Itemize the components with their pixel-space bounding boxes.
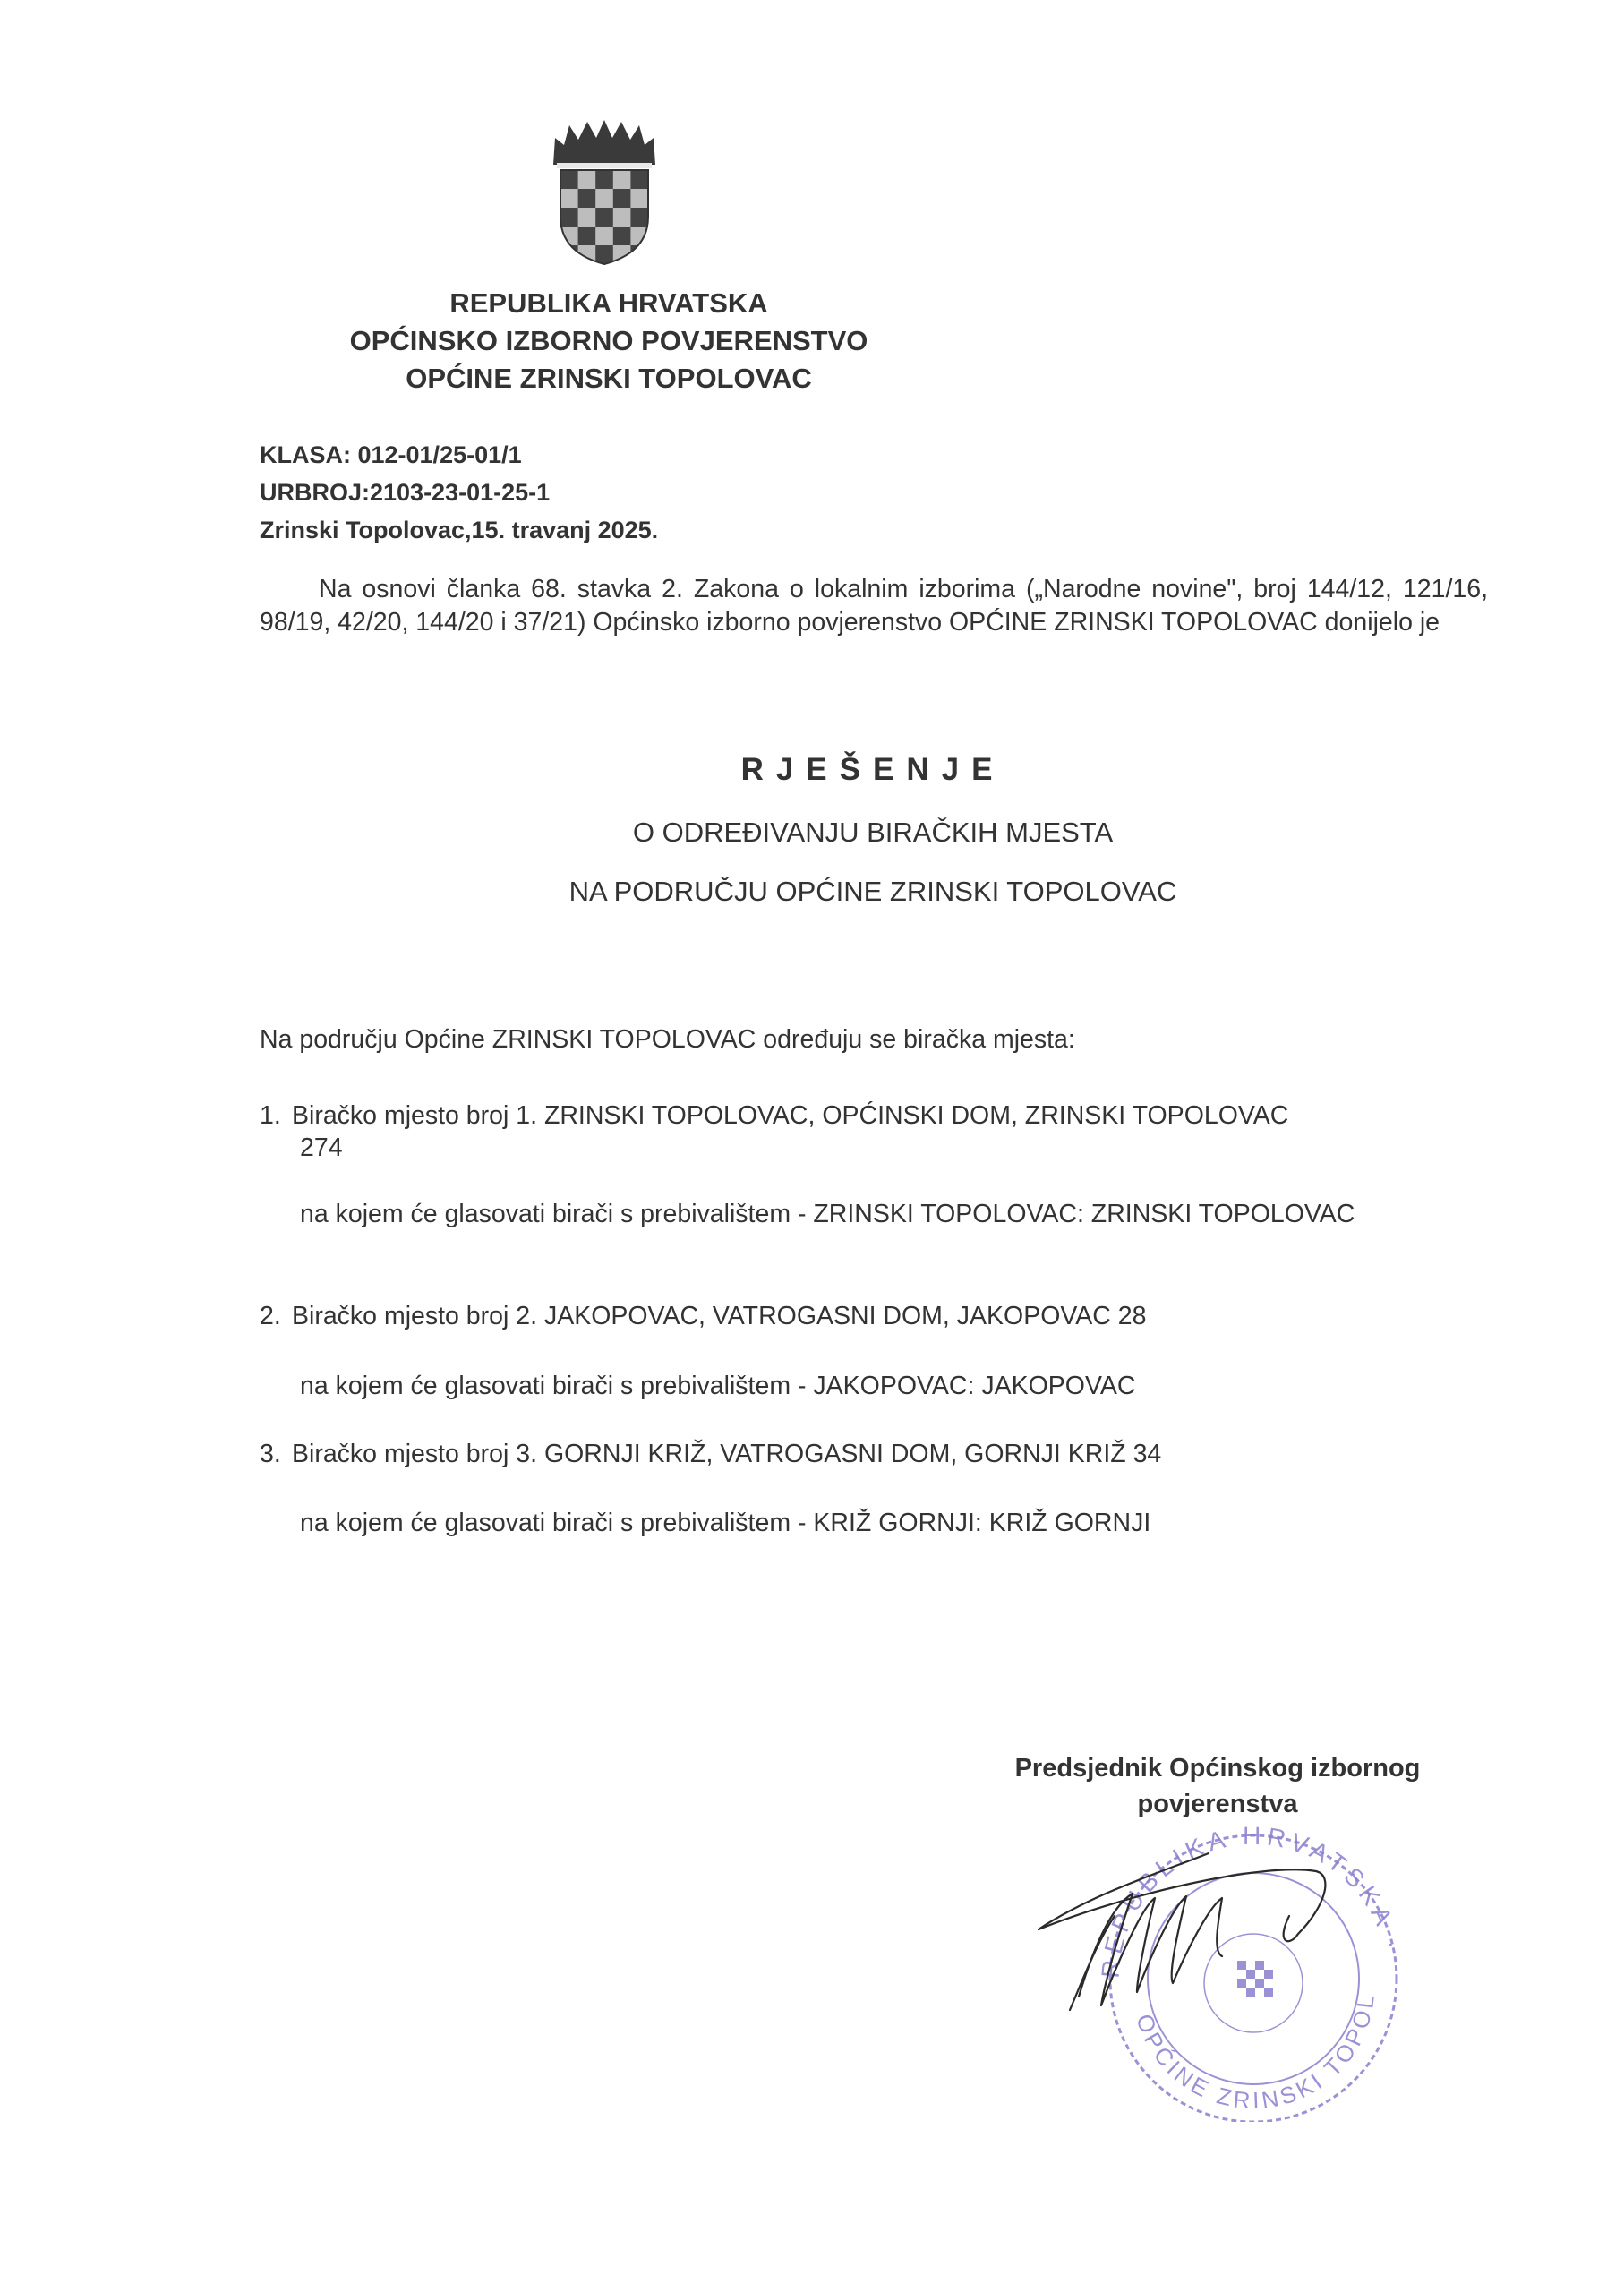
item-text: Biračko mjesto broj 3. GORNJI KRIŽ, VATROGASNI DOM, GORNJI KRIŽ 34	[292, 1440, 1162, 1468]
item-text: Biračko mjesto broj 2. JAKOPOVAC, VATROGASNI DOM, JAKOPOVAC 28	[292, 1302, 1147, 1330]
item-text-continuation: 274	[300, 1133, 343, 1162]
decision-title: RJEŠENJE	[740, 752, 1005, 787]
item-text: Biračko mjesto broj 1. ZRINSKI TOPOLOVAC, OPĆINSKI DOM, ZRINSKI TOPOLOVAC	[292, 1101, 1289, 1130]
signatory-title-line1: Predsjednik Općinskog izbornog	[1014, 1754, 1421, 1783]
item-number: 2.	[260, 1302, 281, 1330]
header-line-body: OPĆINSKO IZBORNO POVJERENSTVO	[349, 325, 868, 356]
item-number: 3.	[260, 1440, 281, 1468]
stamp-outer-text: REPUBLIKA HRVATSKA ·	[1096, 1821, 1408, 1980]
official-stamp-icon	[1030, 1800, 1415, 2122]
klasa: KLASA: 012-01/25-01/1	[260, 441, 522, 468]
decision-subtitle-line1: O ODREĐIVANJU BIRAČKIH MJESTA	[632, 817, 1114, 848]
document-meta	[260, 436, 658, 549]
institution-header	[251, 285, 967, 398]
polling-place-item	[260, 1099, 1488, 1164]
header-line-municipality: OPĆINE ZRINSKI TOPOLOVAC	[406, 363, 812, 394]
coat-of-arms-icon	[548, 118, 661, 266]
polling-place-item	[260, 1300, 1488, 1332]
polling-place-item	[260, 1438, 1488, 1470]
polling-place-voters: na kojem će glasovati birači s prebivalištem - JAKOPOVAC: JAKOPOVAC	[300, 1372, 1136, 1400]
stamp-inner-text: OPĆINE ZRINSKI TOPOL	[1131, 1990, 1380, 2115]
header-line-country: REPUBLIKA HRVATSKA	[449, 287, 768, 319]
list-intro: Na području Općine ZRINSKI TOPOLOVAC određuju se biračka mjesta:	[260, 1025, 1075, 1054]
preamble-paragraph	[260, 573, 1488, 639]
item-number: 1.	[260, 1101, 281, 1130]
signatory-title-line2: povjerenstva	[1137, 1790, 1298, 1818]
decision-subtitle-line2: NA PODRUČJU OPĆINE ZRINSKI TOPOLOVAC	[568, 876, 1177, 907]
place-date: Zrinski Topolovac,15. travanj 2025.	[260, 517, 659, 543]
polling-place-voters: na kojem će glasovati birači s prebivalištem - KRIŽ GORNJI: KRIŽ GORNJI	[300, 1509, 1151, 1537]
polling-place-voters: na kojem će glasovati birači s prebivalištem - ZRINSKI TOPOLOVAC: ZRINSKI TOPOLOVAC	[300, 1200, 1355, 1228]
preamble-text: Na osnovi članka 68. stavka 2. Zakona o lokalnim izborima („Narodne novine", broj 144/12, 121/16, 98/19, 42/20, 144/20 i 37/21) Općinsko izborno povjerenstvo OPĆINE ZRINSKI TOPOLOVAC donijelo je	[260, 575, 1488, 637]
urbroj: URBROJ:2103-23-01-25-1	[260, 479, 551, 506]
